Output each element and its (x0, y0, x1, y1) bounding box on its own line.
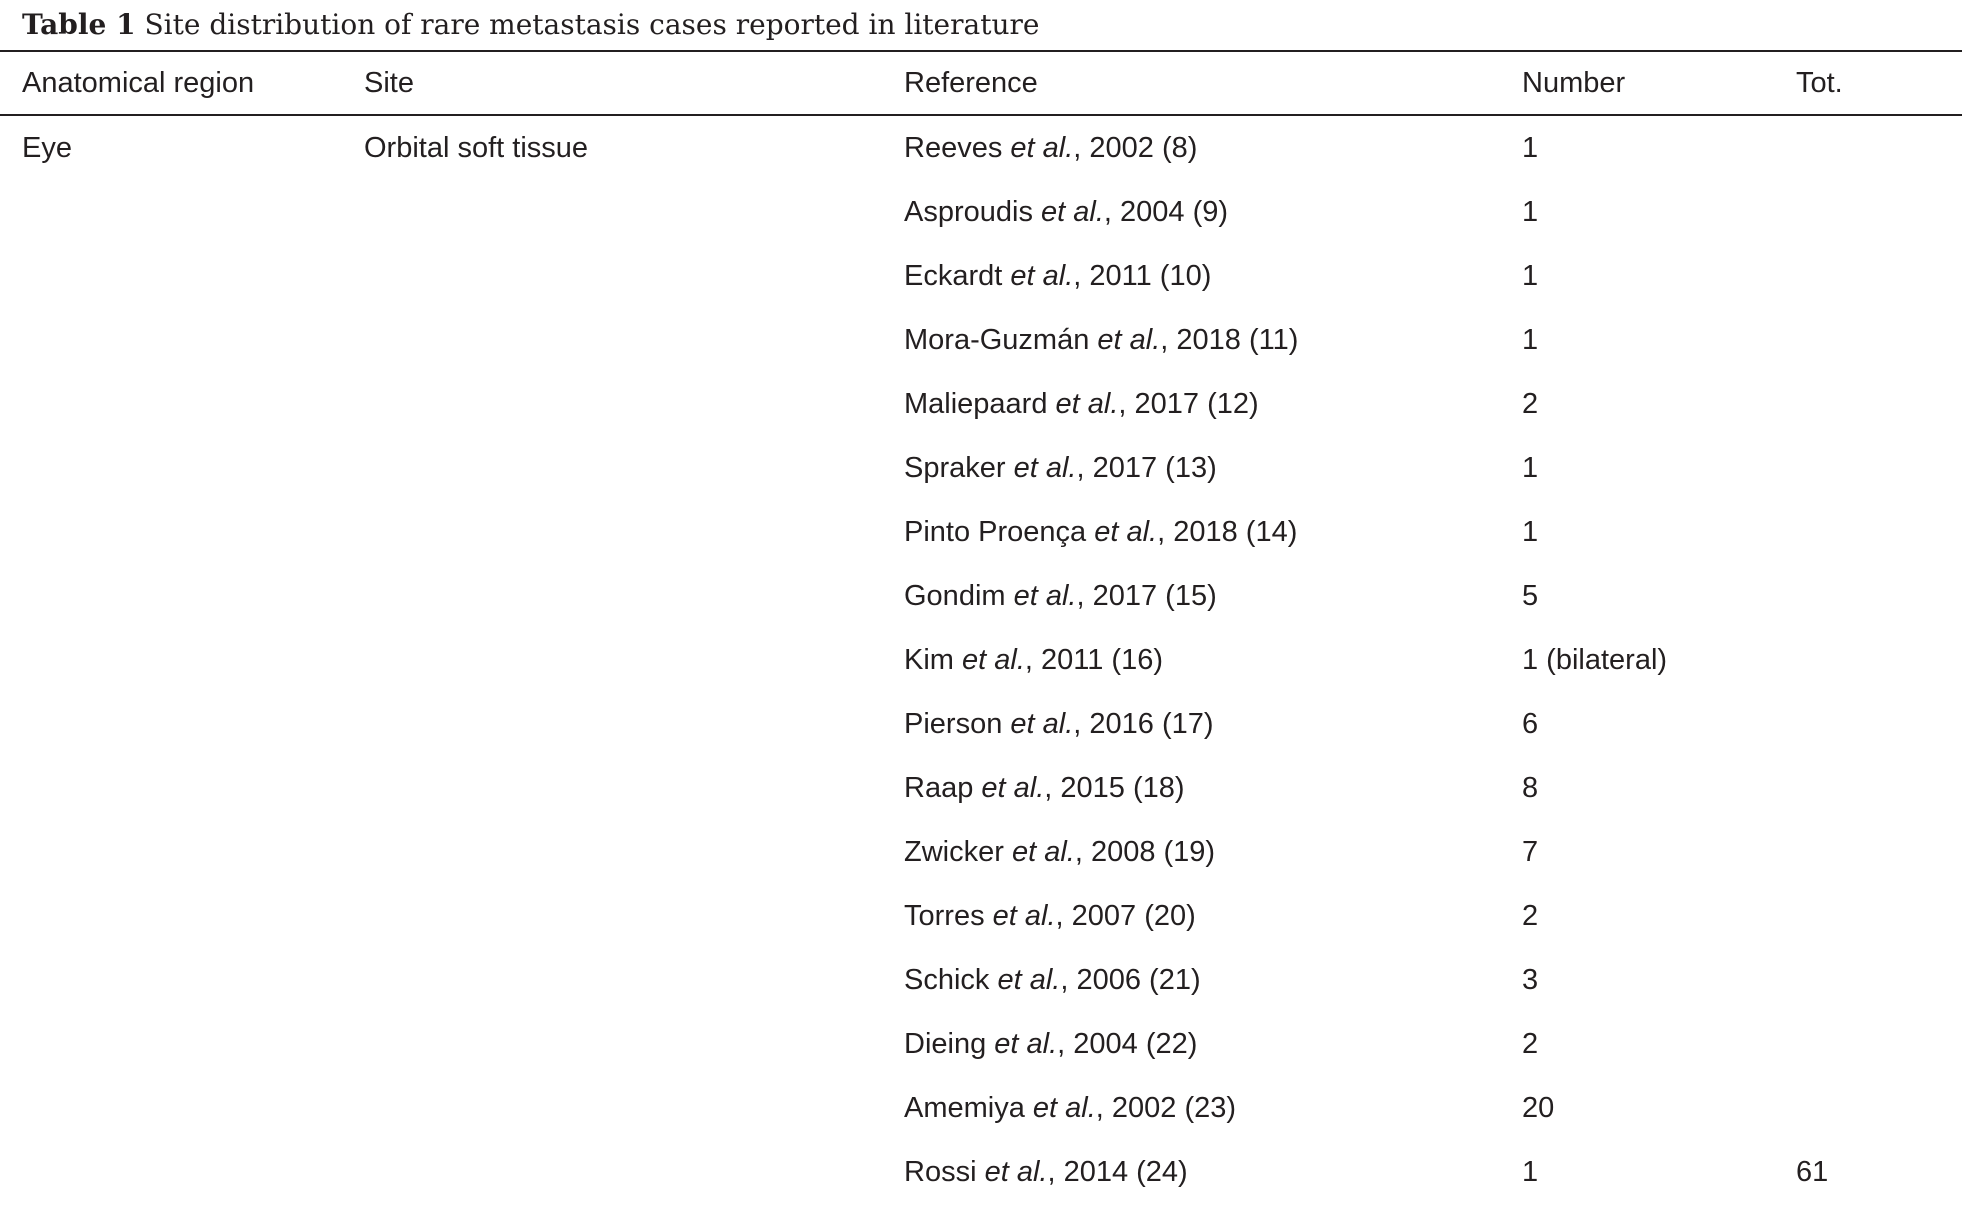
cell-number: 2 (1522, 1028, 1539, 1060)
reference-et-al: et al. (1010, 708, 1074, 740)
reference-author: Mora-Guzmán (904, 324, 1090, 356)
reference-year-citation: , 2002 (8) (1073, 132, 1198, 164)
cell-number: 20 (1522, 1092, 1555, 1124)
reference-year-citation: , 2011 (10) (1073, 260, 1212, 292)
cell-number: 2 (1522, 900, 1539, 932)
reference-author: Maliepaard (904, 388, 1048, 420)
table-header-row (0, 52, 1962, 114)
reference-et-al: et al. (1013, 580, 1077, 612)
cell-reference (904, 1076, 1236, 1140)
table-row (0, 564, 1962, 628)
reference-author: Reeves (904, 132, 1003, 164)
cell-reference (904, 628, 1163, 692)
cell-number: 1 (1522, 260, 1539, 292)
table-row (0, 1076, 1962, 1140)
reference-year-citation: , 2004 (9) (1103, 196, 1229, 228)
reference-et-al: et al. (984, 1156, 1048, 1188)
header-anatomical-region: Anatomical region (22, 67, 255, 99)
reference-year-citation: , 2008 (19) (1074, 836, 1216, 868)
reference-author: Raap (904, 772, 974, 804)
table-row (0, 500, 1962, 564)
reference-year-citation: , 2011 (16) (1024, 644, 1163, 676)
cell-number: 1 (1522, 132, 1539, 164)
reference-et-al: et al. (1055, 388, 1119, 420)
cell-number: 1 (1522, 452, 1539, 484)
table-row (0, 116, 1962, 180)
reference-year-citation: , 2018 (11) (1160, 324, 1299, 356)
table-row (0, 1140, 1962, 1204)
reference-et-al: et al. (992, 900, 1056, 932)
cell-reference (904, 1012, 1197, 1076)
cell-number: 1 (1522, 1156, 1539, 1188)
table-row (0, 436, 1962, 500)
cell-reference (904, 244, 1211, 308)
reference-year-citation: , 2015 (18) (1044, 772, 1185, 804)
reference-year-citation: , 2017 (15) (1076, 580, 1217, 612)
reference-author: Zwicker (904, 836, 1004, 868)
reference-et-al: et al. (1032, 1092, 1096, 1124)
reference-et-al: et al. (981, 772, 1045, 804)
cell-number: 2 (1522, 388, 1539, 420)
table-row (0, 1012, 1962, 1076)
cell-total: 61 (1796, 1156, 1829, 1188)
reference-author: Schick (904, 964, 990, 996)
cell-number: 6 (1522, 708, 1539, 740)
cell-reference (904, 436, 1217, 500)
cell-number: 1 (1522, 196, 1539, 228)
cell-number: 1 (bilateral) (1522, 644, 1668, 676)
reference-year-citation: , 2007 (20) (1055, 900, 1196, 932)
table-row (0, 948, 1962, 1012)
reference-et-al: et al. (1013, 452, 1077, 484)
cell-reference (904, 372, 1259, 436)
reference-year-citation: , 2016 (17) (1073, 708, 1214, 740)
cell-reference (904, 180, 1228, 244)
reference-et-al: et al. (997, 964, 1061, 996)
reference-year-citation: , 2017 (13) (1076, 452, 1217, 484)
table-row (0, 244, 1962, 308)
cell-number: 1 (1522, 324, 1539, 356)
cell-reference (904, 1140, 1188, 1204)
table-row (0, 308, 1962, 372)
reference-et-al: et al. (1094, 516, 1158, 548)
reference-et-al: et al. (962, 644, 1025, 676)
reference-et-al: et al. (1010, 132, 1074, 164)
cell-reference (904, 692, 1214, 756)
cell-reference (904, 884, 1196, 948)
reference-author: Pierson (904, 708, 1003, 740)
reference-et-al: et al. (1010, 260, 1074, 292)
cell-reference (904, 500, 1297, 564)
reference-author: Kim (904, 644, 954, 676)
reference-year-citation: , 2017 (12) (1118, 388, 1259, 420)
cell-reference (904, 564, 1217, 628)
cell-site: Orbital soft tissue (364, 132, 589, 164)
table-caption (22, 6, 1039, 44)
header-total: Tot. (1796, 67, 1843, 99)
table-row (0, 372, 1962, 436)
table-row (0, 628, 1962, 692)
header-number: Number (1522, 67, 1626, 99)
reference-author: Asproudis (904, 196, 1033, 228)
table-row (0, 884, 1962, 948)
cell-number: 5 (1522, 580, 1539, 612)
table-row (0, 820, 1962, 884)
reference-author: Pinto Proença (904, 516, 1087, 548)
cell-number: 8 (1522, 772, 1539, 804)
table-caption-label: Table 1 (22, 8, 136, 41)
reference-et-al: et al. (1097, 324, 1161, 356)
table-row (0, 180, 1962, 244)
cell-number: 1 (1522, 516, 1539, 548)
cell-number: 7 (1522, 836, 1539, 868)
cell-reference (904, 116, 1197, 180)
table-caption-text: Site distribution of rare metastasis cases reported in literature (144, 8, 1040, 41)
reference-author: Amemiya (904, 1092, 1025, 1124)
header-site: Site (364, 67, 414, 99)
header-reference: Reference (904, 67, 1038, 99)
cell-reference (904, 948, 1201, 1012)
reference-et-al: et al. (1011, 836, 1075, 868)
reference-et-al: et al. (1041, 196, 1104, 228)
reference-author: Spraker (904, 452, 1006, 484)
cell-number: 3 (1522, 964, 1539, 996)
reference-year-citation: , 2014 (24) (1047, 1156, 1188, 1188)
reference-year-citation: , 2002 (23) (1095, 1092, 1237, 1124)
reference-author: Eckardt (904, 260, 1003, 292)
table-row (0, 692, 1962, 756)
reference-author: Rossi (904, 1156, 977, 1188)
cell-reference (904, 820, 1215, 884)
cell-reference (904, 756, 1185, 820)
reference-author: Gondim (904, 580, 1006, 612)
reference-year-citation: , 2018 (14) (1157, 516, 1298, 548)
reference-et-al: et al. (994, 1028, 1058, 1060)
reference-year-citation: , 2004 (22) (1057, 1028, 1198, 1060)
reference-author: Torres (904, 900, 985, 932)
cell-anatomical-region: Eye (22, 132, 72, 164)
table-row (0, 756, 1962, 820)
cell-reference (904, 308, 1298, 372)
reference-year-citation: , 2006 (21) (1060, 964, 1201, 996)
reference-author: Dieing (904, 1028, 987, 1060)
